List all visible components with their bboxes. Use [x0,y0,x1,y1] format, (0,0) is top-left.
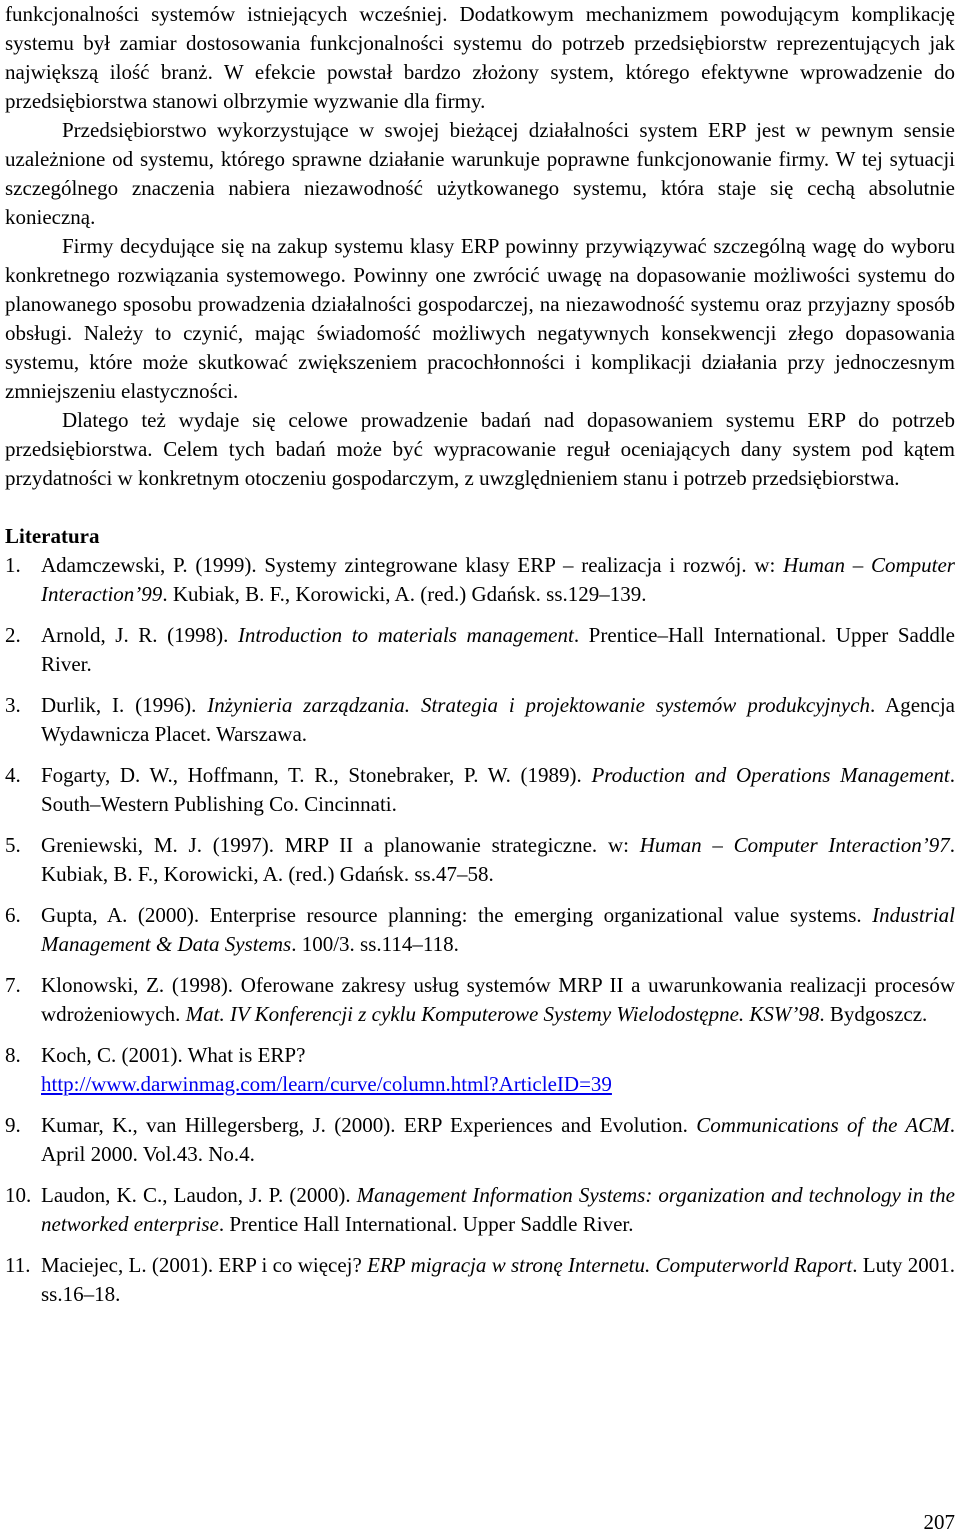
reference-number: 10. [5,1183,32,1207]
reference-item [5,1041,955,1099]
page-content [5,0,955,1321]
reference-number: 7. [5,973,21,997]
reference-title: Mat. IV Konferencji z cyklu Komputerowe Systemy Wielodostępne. KSW’98 [185,1002,820,1026]
paragraph-2: Przedsiębiorstwo wykorzystujące w swojej bieżącej działalności system ERP jest w pewnym sensie uzależnione od systemu, którego sprawne działanie warunkuje poprawne funkcjonowanie firmy. W tej sytuacji szczególnego znaczenia nabiera niezawodność użytkowanego systemu, która staje się cechą absolutnie konieczną. [5,118,955,229]
reference-text: . Bydgoszcz. [819,1002,928,1026]
references-list [5,551,955,1309]
reference-text: . Kubiak, B. F., Korowicki, A. (red.) Gdańsk. ss.129–139. [162,582,647,606]
reference-text: Klonowski, Z. (1998). Oferowane zakresy usług systemów MRP II a uwarunkowania realizacji procesów wdrożeniowych. [41,973,955,1026]
reference-title: Human – Computer Interaction’99 [41,553,955,606]
reference-title: Production and Operations Management [591,763,950,787]
reference-text: Gupta, A. (2000). Enterprise resource planning: the emerging organizational value systems. [41,903,873,927]
reference-title: Industrial Management & Data Systems [41,903,955,956]
reference-item [5,1111,955,1169]
reference-item [5,831,955,889]
reference-number: 4. [5,763,21,787]
reference-title: Inżynieria zarządzania. Strategia i projektowanie systemów produkcyjnych [207,693,871,717]
reference-text: Maciejec, L. (2001). ERP i co więcej? [41,1253,368,1277]
reference-text: Fogarty, D. W., Hoffmann, T. R., Stonebraker, P. W. (1989). [41,763,592,787]
paragraph-1: funkcjonalności systemów istniejących wcześniej. Dodatkowym mechanizmem powodującym komplikację systemu był zamiar dostosowania funkcjonalności systemu do potrzeb przedsiębiorstw reprezentujących jak największą ilość branż. W efekcie powstał bardzo złożony system, którego efektywne wprowadzenie do przedsiębiorstwa stanowi olbrzymie wyzwanie dla firmy. [5,2,955,113]
reference-text: Laudon, K. C., Laudon, J. P. (2000). [41,1183,357,1207]
reference-link[interactable]: http://www.darwinmag.com/learn/curve/column.html?ArticleID=39 [41,1072,612,1096]
reference-text: . Prentice–Hall International. Upper Saddle River. [41,623,955,676]
reference-text: . Kubiak, B. F., Korowicki, A. (red.) Gdańsk. ss.47–58. [41,833,955,886]
reference-text: . Agencja Wydawnicza Placet. Warszawa. [41,693,955,746]
reference-title: Introduction to materials management [237,623,574,647]
reference-item [5,691,955,749]
reference-title: Management Information Systems: organization and technology in the networked enterprise [41,1183,955,1236]
reference-number: 9. [5,1113,21,1137]
paragraph-4: Dlatego też wydaje się celowe prowadzenie badań nad dopasowaniem systemu ERP do potrzeb przedsiębiorstwa. Celem tych badań może być wypracowanie reguł oceniających dany system pod kątem przydatności w konkretnym otoczeniu gospodarczym, z uwzględnieniem stanu i potrzeb przedsiębiorstwa. [5,408,955,490]
reference-item [5,621,955,679]
reference-text: . Luty 2001. ss.16–18. [41,1253,955,1306]
reference-text: . South–Western Publishing Co. Cincinnati. [41,763,955,816]
reference-number: 11. [5,1253,31,1277]
reference-title: Communications of the ACM [696,1113,950,1137]
reference-title: Human – Computer Interaction’97 [639,833,950,857]
reference-item [5,971,955,1029]
reference-text: . April 2000. Vol.43. No.4. [41,1113,956,1166]
reference-item [5,551,955,609]
reference-number: 3. [5,693,21,717]
paragraph-3: Firmy decydujące się na zakup systemu klasy ERP powinny przywiązywać szczególną wagę do wyboru konkretnego rozwiązania systemowego. Powinny one zwrócić uwagę na dopasowanie możliwości systemu do planowanego sposobu prowadzenia działalności gospodarczej, na niezawodność systemu oraz przyjazny sposób obsługi. Należy to czynić, mając świadomość możliwych negatywnych konsekwencji złego dopasowania systemu, które może skutkować zwiększeniem pracochłonności i komplikacji działania przy jednoczesnym zmniejszeniu elastyczności. [5,234,955,403]
reference-number: 5. [5,833,21,857]
reference-text: Adamczewski, P. (1999). Systemy zintegrowane klasy ERP – realizacja i rozwój. w: [41,553,784,577]
reference-item [5,761,955,819]
reference-number: 2. [5,623,21,647]
reference-item [5,1181,955,1239]
reference-title: ERP migracja w stronę Internetu. Computerworld Raport [367,1253,853,1277]
reference-text: Koch, C. (2001). What is ERP? [41,1043,306,1067]
reference-text: . 100/3. ss.114–118. [291,932,459,956]
reference-text: Greniewski, M. J. (1997). MRP II a planowanie strategiczne. w: [41,833,640,857]
reference-number: 8. [5,1043,21,1067]
page-number: 207 [923,1510,955,1534]
reference-number: 6. [5,903,21,927]
reference-text: Kumar, K., van Hillegersberg, J. (2000). ERP Experiences and Evolution. [41,1113,697,1137]
reference-text: Arnold, J. R. (1998). [41,623,238,647]
reference-item [5,901,955,959]
reference-text: Durlik, I. (1996). [41,693,208,717]
reference-number: 1. [5,553,21,577]
reference-item [5,1251,955,1309]
references-heading: Literatura [5,524,100,548]
reference-text: . Prentice Hall International. Upper Saddle River. [218,1212,634,1236]
